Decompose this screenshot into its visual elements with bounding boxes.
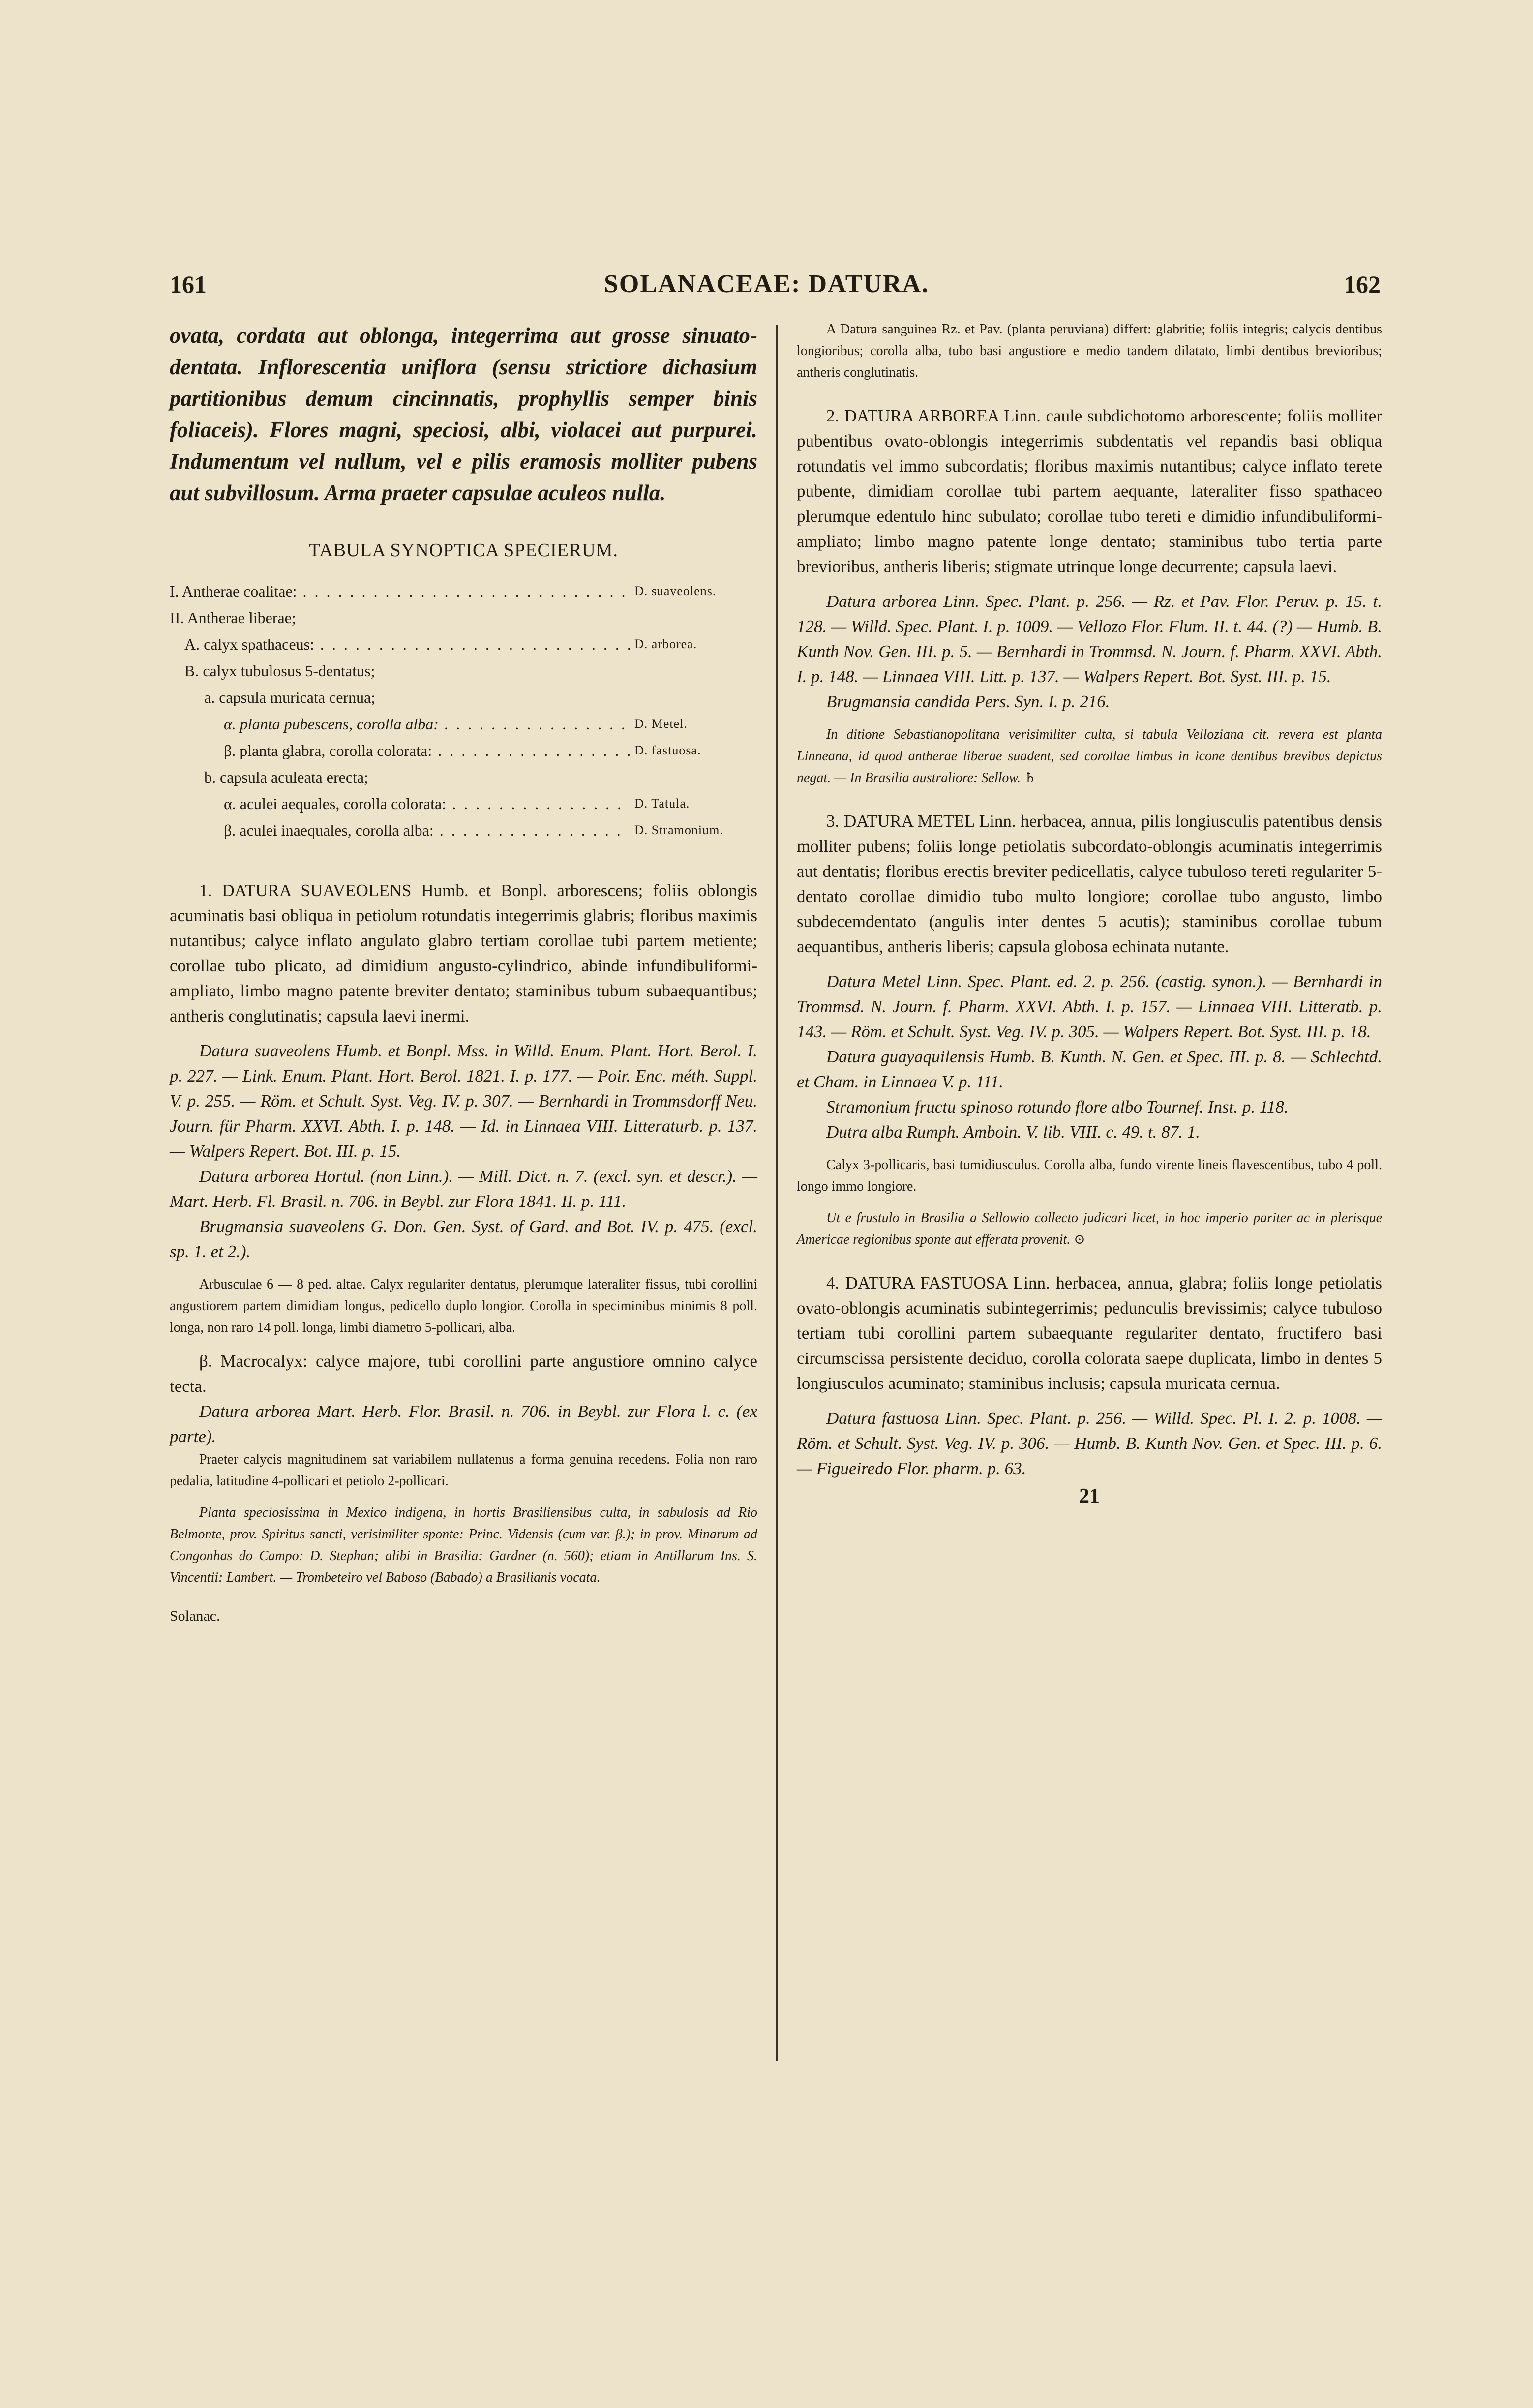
- species-1-synonymy: Brugmansia suaveolens G. Don. Gen. Syst. of Gard. and Bot. IV. p. 475. (excl. sp. 1. et 2.).: [170, 1217, 757, 1261]
- species-key: [170, 578, 757, 843]
- species-1-description: Arbusculae 6 — 8 ped. altae. Calyx regulariter dentatus, plerumque lateraliter fissus, tubi corollini angustiorem partem dimidiam longus, pedicello duplo longior. Corolla in speciminibus minimis 8 poll. longa, non raro 14 poll. longa, limbi diametro 5-pollicari, alba.: [170, 1277, 757, 1335]
- species-1-habitat: Planta speciosissima in Mexico indigena, in hortis Brasiliensibus culta, in sabulosis ad Rio Belmonte, prov. Spiritus sancti, verisimiliter sponte: Princ. Vidensis (cum var. β.); in prov. Minarum ad Congonhas do Campo: D. Stephan; alibi in Brasilia: Gardner (n. 560); etiam in Antillarum Ins. S. Vincentii: Lambert. — Trombeteiro vel Baboso (Babado) a Brasilianis vocata.: [170, 1505, 757, 1585]
- key-row: [170, 817, 757, 843]
- signature-mark: Solanac.: [170, 1608, 220, 1624]
- key-label: a. capsula muricata cernua;: [204, 689, 376, 706]
- key-species: D. fastuosa.: [634, 743, 701, 757]
- species-1-synonymy: Datura suaveolens Humb. et Bonpl. Mss. in Willd. Enum. Plant. Hort. Berol. I. p. 227. — Link. Enum. Plant. Hort. Berol. 1821. I. p. 177. — Poir. Enc. méth. Suppl. V. p. 255. — Röm. et Schult. Syst. Veg. IV. p. 307. — Bernhardi in Trommsdorff Neu. Journ. für Pharm. XXVI. Abth. I. p. 148. — Id. in Linnaea VIII. Litteraturb. p. 137. — Walpers Repert. Bot. III. p. 15.: [170, 1041, 757, 1161]
- species-3-synonymy: Datura Metel Linn. Spec. Plant. ed. 2. p. 256. (castig. synon.). — Bernhardi in Trommsd. N. Journ. f. Pharm. XXVI. Abth. I. p. 157. — Linnaea VIII. Litteratb. p. 143. — Röm. et Schult. Syst. Veg. IV. p. 305. — Walpers Repert. Bot. Syst. III. p. 18.: [797, 972, 1382, 1041]
- key-species: D. Stramonium.: [634, 823, 723, 837]
- key-row: [170, 578, 757, 604]
- sheet-signature-number: 21: [1079, 1485, 1100, 1507]
- key-species: D. Metel.: [634, 717, 688, 731]
- key-row: [170, 711, 757, 737]
- species-4-synonymy: Datura fastuosa Linn. Spec. Plant. p. 256. — Willd. Spec. Pl. I. 2. p. 1008. — Röm. et Schult. Syst. Veg. IV. p. 306. — Humb. B. Kunth Nov. Gen. et Spec. III. p. 6. — Figueiredo Flor. pharm. p. 63.: [797, 1409, 1382, 1478]
- key-label: b. capsula aculeata erecta;: [204, 768, 368, 786]
- key-label: B. calyx tubulosus 5-dentatus;: [184, 662, 375, 680]
- right-column: [797, 319, 1382, 1509]
- species-4-diagnosis: 4. DATURA FASTUOSA Linn. herbacea, annua, glabra; foliis longe petiolatis ovato-oblongis acuminatis subintegerrimis; pedunculis brevissimis; calyce tubuloso tertiam tubi corollini partem subaequante regulariter dentato, fructifero basi circumscissa persistente deciduo, corolla colorata saepe duplicata, limbo in dentes 5 longiusculos acuminato; staminibus inclusis; capsula muricata cernua.: [797, 1273, 1382, 1393]
- species-3-synonymy: Datura guayaquilensis Humb. B. Kunth. N. Gen. et Spec. III. p. 8. — Schlechtd. et Cham. in Linnaea V. p. 111.: [797, 1047, 1382, 1091]
- key-species: D. Tatula.: [634, 796, 690, 811]
- key-label: II. Antherae liberae;: [170, 609, 296, 627]
- species-1-diagnosis: 1. DATURA SUAVEOLENS Humb. et Bonpl. arborescens; foliis oblongis acuminatis basi obliqua in petiolum rotundatis integerrimis glabris; floribus maximis nutantibus; calyce inflato angulato glabro tertiam corollae tubi partem metiente; corollae tubo plicato, ad dimidium angusto-cylindrico, abinde infundibuliformi-ampliato, limbo magno patente breviter dentato; staminibus tubum subaequantibus; antheris conglutinatis; capsula laevi inermi.: [170, 881, 757, 1025]
- key-label: α. aculei aequales, corolla colorata: . . .: [224, 790, 630, 817]
- species-2-synonymy: Brugmansia candida Pers. Syn. I. p. 216.: [826, 692, 1110, 711]
- key-row: [170, 684, 757, 711]
- key-row: [170, 737, 757, 764]
- species-3-synonymy: Stramonium fructu spinoso rotundo flore albo Tournef. Inst. p. 118.: [826, 1097, 1289, 1116]
- key-label: β. planta glabra, corolla colorata: . . .: [224, 737, 630, 764]
- key-label: β. aculei inaequales, corolla alba: . . .: [224, 817, 630, 843]
- key-label: I. Antherae coalitae: . . .: [170, 578, 630, 604]
- genus-description: ovata, cordata aut oblonga, integerrima aut grosse sinuato-dentata. Inflorescentia uniflora (sensu strictiore dichasium partitionibus demum cincinnatis, prophyllis semper binis foliaceis). Flores magni, speciosi, albi, violacei aut purpurei. Indumentum vel nullum, vel e pilis eramosis molliter pubens aut subvillosum. Arma praeter capsulae aculeos nulla.: [170, 323, 757, 505]
- key-row: [170, 604, 757, 631]
- species-3-synonymy: Dutra alba Rumph. Amboin. V. lib. VIII. c. 49. t. 87. 1.: [826, 1122, 1200, 1142]
- species-2-diagnosis: 2. DATURA ARBOREA Linn. caule subdichotomo arborescente; foliis molliter pubentibus ovato-oblongis integerrimis subdentatis vel repandis basi obliqua rotundatis vel immo subcordatis; floribus maximis nutantibus; calyce inflato terete pubente, dimidiam corollae tubi partem aequante, lateraliter fisso spathaceo plerumque edentulo hinc subulato; corollae tubo tereti e dimidio infundibuliformi-ampliato; limbo magno patente longe dentato; staminibus tubo tertia parte brevioribus, antheris liberis; stigmate utrinque longe decurrente; capsula laevi.: [797, 406, 1382, 576]
- species-3-description: Calyx 3-pollicaris, basi tumidiusculus. Corolla alba, fundo virente lineis flavescentibus, tubo 4 poll. longo immo longiore.: [797, 1157, 1382, 1194]
- species-3-habitat: Ut e frustulo in Brasilia a Sellowio collecto judicari licet, in hoc imperio pariter ac in plerisque Americae regionibus sponte aut efferata provenit. ⊙: [797, 1210, 1382, 1247]
- variety-beta-synonymy: Datura arborea Mart. Herb. Flor. Brasil. n. 706. in Beybl. zur Flora l. c. (ex parte).: [170, 1402, 757, 1446]
- key-row: [170, 764, 757, 790]
- column-divider: [776, 325, 778, 2061]
- variety-beta: β. Macrocalyx: calyce majore, tubi corollini parte angustiore omnino calyce tecta.: [170, 1352, 757, 1396]
- species-2-habitat: In ditione Sebastianopolitana verisimiliter culta, si tabula Velloziana cit. revera est planta Linneana, id quod antherae liberae suadent, sed corollae limbus in icone dentibus brevibus depictus negat. — In Brasilia australiore: Sellow. ♄: [797, 727, 1382, 785]
- page-number-right: 162: [1344, 271, 1381, 298]
- species-3-diagnosis: 3. DATURA METEL Linn. herbacea, annua, pilis longiusculis patentibus densis molliter pubens; foliis longe petiolatis subcordato-oblongis acuminatis integerrimis aut dentatis; floribus erectis breviter pedicellatis, calyce tubuloso tereti regulariter 5-dentato corollae dimidio tubo multo longiore; corollae tubo angusto, limbo subdecemdentato (angulis inter dentes 5 acutis); staminibus corollae tubum aequantibus, antheris liberis; capsula globosa echinata nutante.: [797, 812, 1382, 956]
- key-row: [170, 658, 757, 684]
- key-row: [170, 631, 757, 658]
- species-1-synonymy: Datura arborea Hortul. (non Linn.). — Mill. Dict. n. 7. (excl. syn. et descr.). — Mart. Herb. Fl. Brasil. n. 706. in Beybl. zur Flora 1841. II. p. 111.: [170, 1167, 757, 1211]
- key-species: D. suaveolens.: [634, 584, 717, 598]
- note-datura-sanguinea: A Datura sanguinea Rz. et Pav. (planta peruviana) differt: glabritie; foliis integris; calycis dentibus longioribus; corolla alba, tubo basi angustiore e medio tandem dilatato, limbi dentibus brevioribus; antheris conglutinatis.: [797, 322, 1382, 380]
- key-label: A. calyx spathaceus: . . .: [184, 631, 630, 658]
- key-label: α. planta pubescens, corolla alba: . . .: [224, 711, 630, 737]
- key-species: D. arborea.: [634, 637, 697, 651]
- variety-beta-description: Praeter calycis magnitudinem sat variabilem nullatenus a forma genuina recedens. Folia non raro pedalia, latitudine 4-pollicari et petiolo 2-pollicari.: [170, 1452, 757, 1489]
- running-title: SOLANACEAE: DATURA.: [603, 270, 930, 298]
- synoptic-table-title: TABULA SYNOPTICA SPECIERUM.: [309, 540, 618, 561]
- page-number-left: 161: [170, 271, 207, 298]
- left-column: [170, 320, 757, 1628]
- species-2-synonymy: Datura arborea Linn. Spec. Plant. p. 256. — Rz. et Pav. Flor. Peruv. p. 15. t. 128. — Willd. Spec. Plant. I. p. 1009. — Vellozo Flor. Flum. II. t. 44. (?) — Humb. B. Kunth Nov. Gen. III. p. 5. — Bernhardi in Trommsd. N. Journ. f. Pharm. XXVI. Abth. I. p. 148. — Linnaea VIII. Litt. p. 137. — Walpers Repert. Bot. Syst. III. p. 15.: [797, 592, 1382, 686]
- key-row: [170, 790, 757, 817]
